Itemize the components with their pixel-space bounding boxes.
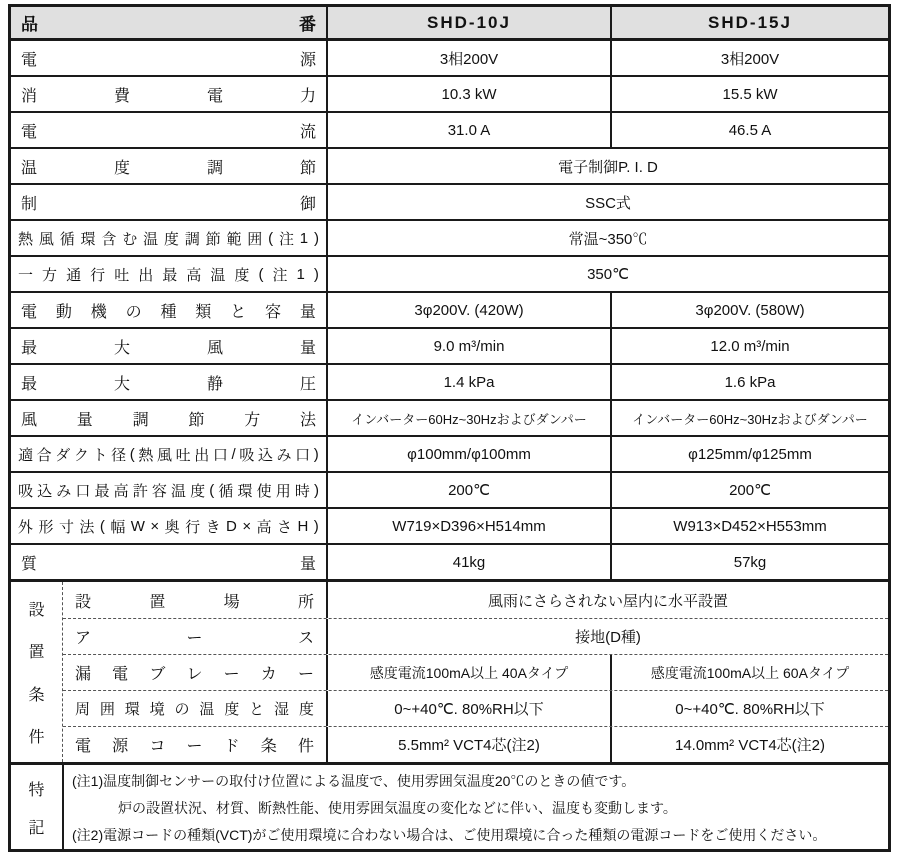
install-row-ambient-temp-humidity	[63, 690, 888, 726]
value-shd-10j: 1.4 kPa	[328, 365, 612, 399]
spec-row-duct-diameter	[11, 435, 888, 471]
value-shd-15j: 0~+40℃. 80%RH以下	[675, 701, 825, 718]
value-both-models: 接地(D種)	[575, 629, 641, 646]
row-label: 設 置 場 所	[63, 582, 328, 618]
row-label: 吸 込 み 口 最 高 許 容 温 度 ( 循 環 使 用 時 )	[11, 473, 328, 507]
install-row-location	[63, 582, 888, 618]
spec-row-max-airflow	[11, 327, 888, 363]
value-shd-10j: 感度電流100mA以上 40Aタイプ	[328, 655, 612, 690]
value-shd-15j: 14.0mm² VCT4芯(注2)	[674, 737, 826, 754]
notes-group-label: 特 記	[28, 782, 45, 837]
value-shd-15j: 3φ200V. (580W)	[695, 301, 805, 319]
value-shd-10j: W719×D396×H514mm	[328, 509, 612, 543]
spec-row-airflow-adjust-method	[11, 399, 888, 435]
value-shd-15j: インバーター60Hz~30Hzおよびダンパー	[632, 411, 868, 427]
row-label: ア ー ス	[63, 619, 328, 654]
spec-row-temp-adjust-range	[11, 219, 888, 255]
spec-row-dimensions	[11, 507, 888, 543]
row-label: 最 大 風 量	[11, 329, 328, 363]
value-shd-10j: 31.0 A	[328, 113, 612, 147]
row-label: 外 形 寸 法 ( 幅 W × 奥 行 き D × 高 さ H )	[11, 509, 328, 543]
value-shd-10j: 0~+40℃. 80%RH以下	[328, 691, 612, 726]
row-label: 最 大 静 圧	[11, 365, 328, 399]
row-label: 一 方 通 行 吐 出 最 高 温 度 ( 注 1 )	[11, 257, 328, 291]
note-1: (注1)温度制御センサーの取付け位置による温度で、使用雰囲気温度20℃のときの値です。	[72, 773, 636, 789]
spec-row-power-source	[11, 38, 888, 75]
value-shd-10j: 3φ200V. (420W)	[328, 293, 612, 327]
table-header-row	[11, 7, 888, 38]
row-label: 熱 風 循 環 含 む 温 度 調 節 範 囲 ( 注 1 )	[11, 221, 328, 255]
row-label: 電 源	[11, 41, 328, 75]
value-shd-15j: 57kg	[733, 553, 767, 571]
value-shd-15j: 46.5 A	[728, 121, 772, 139]
value-shd-10j: 41kg	[328, 545, 612, 579]
product-spec-table	[8, 4, 891, 852]
row-label: 電 動 機 の 種 類 と 容 量	[11, 293, 328, 327]
value-shd-10j: 5.5mm² VCT4芯(注2)	[328, 727, 612, 762]
row-label: 電 流	[11, 113, 328, 147]
spec-row-control	[11, 183, 888, 219]
install-row-leakage-breaker	[63, 654, 888, 690]
spec-row-current	[11, 111, 888, 147]
row-label: 質 量	[11, 545, 328, 579]
value-both-models: 常温~350℃	[568, 230, 648, 248]
value-shd-15j: 15.5 kW	[722, 85, 778, 103]
note-2: (注2)電源コードの種類(VCT)がご使用環境に合わない場合は、ご使用環境に合った種類の電源コードをご使用ください。	[72, 827, 827, 843]
install-row-earth	[63, 618, 888, 654]
row-label: 制 御	[11, 185, 328, 219]
spec-row-max-outlet-temp	[11, 255, 888, 291]
installation-rows	[62, 582, 888, 762]
install-row-power-cord	[63, 726, 888, 762]
value-shd-15j: W913×D452×H553mm	[673, 517, 827, 535]
model-header-shd-15j: SHD-15J	[708, 12, 792, 32]
value-shd-15j: 3相200V	[720, 50, 780, 68]
row-label: 電 源 コ ー ド 条 件	[63, 727, 328, 762]
value-shd-10j: 10.3 kW	[328, 77, 612, 111]
value-shd-10j: 9.0 m³/min	[328, 329, 612, 363]
value-shd-15j: 12.0 m³/min	[710, 337, 790, 355]
row-label: 周 囲 環 境 の 温 度 と 湿 度	[63, 691, 328, 726]
spec-row-max-static-pressure	[11, 363, 888, 399]
value-both-models: SSC式	[585, 194, 631, 212]
value-shd-15j: 感度電流100mA以上 60Aタイプ	[650, 664, 850, 681]
value-shd-15j: 200℃	[729, 482, 771, 499]
installation-group-label: 設 置 条 件	[28, 601, 45, 747]
value-both-models: 風雨にさらされない屋内に水平設置	[487, 592, 728, 610]
notes-body	[62, 765, 888, 850]
value-shd-15j: 1.6 kPa	[724, 373, 776, 391]
value-shd-10j: φ100mm/φ100mm	[328, 437, 612, 471]
value-both-models: 電子制御P. I. D	[558, 158, 658, 176]
value-shd-10j: インバーター60Hz~30Hzおよびダンパー	[328, 401, 612, 435]
note-1-continued: 炉の設置状況、材質、断熱性能、使用雰囲気温度の変化などに伴い、温度も変動します。	[118, 800, 677, 816]
installation-conditions-section	[11, 579, 888, 762]
spec-row-weight	[11, 543, 888, 579]
special-notes-section	[11, 762, 888, 850]
row-label: 漏 電 ブ レ ー カ ー	[63, 655, 328, 690]
row-label: 適 合 ダ ク ト 径 ( 熱 風 吐 出 口 / 吸 込 み 口 )	[11, 437, 328, 471]
spec-row-power-consumption	[11, 75, 888, 111]
row-label: 風 量 調 節 方 法	[11, 401, 328, 435]
value-shd-15j: φ125mm/φ125mm	[688, 445, 812, 463]
row-label: 消 費 電 力	[11, 77, 328, 111]
value-shd-10j: 3相200V	[328, 41, 612, 75]
spec-row-motor-type-capacity	[11, 291, 888, 327]
value-both-models: 350℃	[587, 266, 629, 283]
part-number-header-label: 品 番	[11, 7, 328, 38]
row-label: 温 度 調 節	[11, 149, 328, 183]
spec-row-temperature-control	[11, 147, 888, 183]
spec-row-inlet-max-temp	[11, 471, 888, 507]
model-header-shd-10j: SHD-10J	[328, 7, 612, 38]
value-shd-10j: 200℃	[328, 473, 612, 507]
